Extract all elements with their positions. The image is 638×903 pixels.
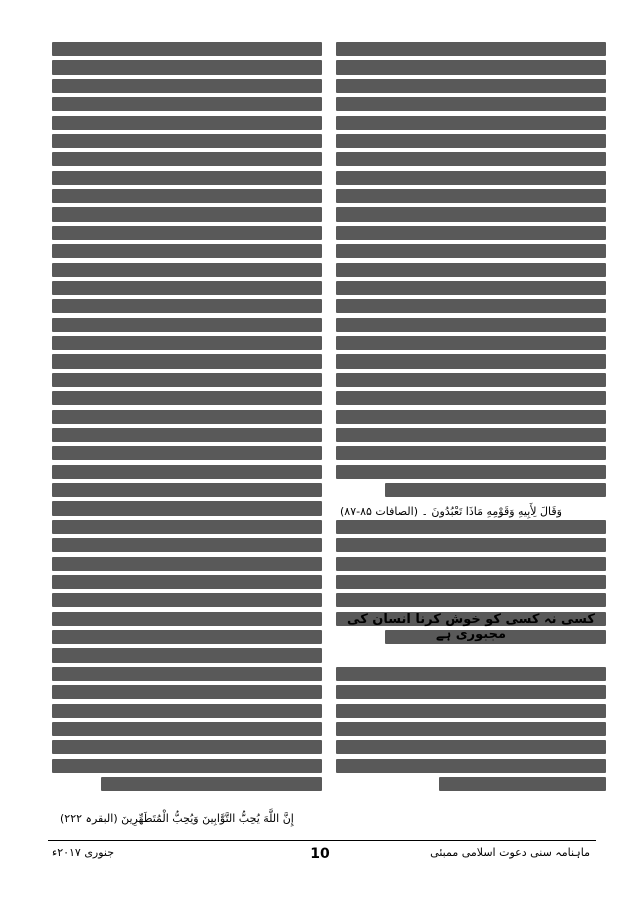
footer-divider [48, 840, 596, 841]
section-heading: کسی نہ کسی کو خوش کرنا انسان کی مجبوری ہے [347, 612, 595, 642]
verse-citation-left: إِنَّ اللَّهَ يُحِبُّ التَّوَّابِينَ وَيُحِبُّ الْمُتَطَهِّرِينَ (البقرہ ۲۲۲) [60, 812, 294, 825]
page-number: 10 [310, 846, 330, 862]
magazine-name: ماہنامہ سنی دعوت اسلامی ممبئی [430, 846, 590, 859]
issue-date: جنوری ۲۰۱۷ء [52, 846, 115, 859]
text-column-right [336, 42, 606, 832]
verse-citation-right: وَقَالَ لِأَبِيهِ وَقَوْمِهِ مَاذَا تَعْبُدُونَ ۔ (الصافات ۸۵-۸۷) [340, 505, 562, 518]
text-column-left [52, 42, 322, 832]
